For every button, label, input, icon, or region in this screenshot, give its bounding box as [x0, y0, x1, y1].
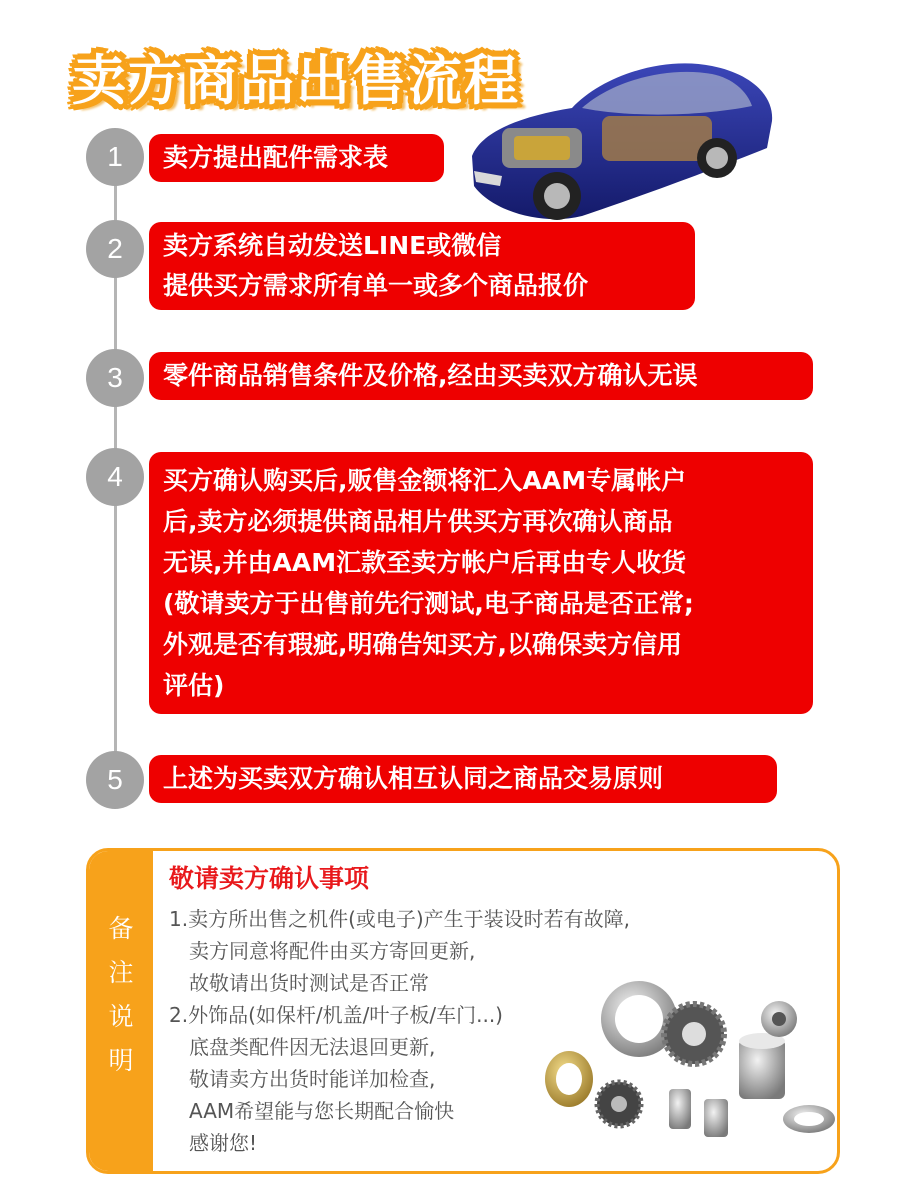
step-4-line-1: 买方确认购买后,贩售金额将汇入AAM专属帐户: [163, 466, 687, 495]
step-4-line-4: (敬请卖方于出售前先行测试,电子商品是否正常;: [163, 589, 694, 618]
notes-panel: [86, 848, 840, 1174]
notes-line: 2.外饰品(如保杆/机盖/叶子板/车门...): [169, 1003, 503, 1027]
step-2-box: [149, 222, 695, 310]
notes-line: 故敬请出货时测试是否正常: [189, 971, 429, 995]
notes-side-label: [89, 907, 153, 1083]
step-number-2: 2: [86, 220, 144, 278]
car-cutaway-illustration: [462, 36, 782, 226]
notes-side-char: 备: [108, 914, 134, 943]
step-1-line-1: 卖方提出配件需求表: [163, 143, 389, 172]
notes-side-char: 明: [108, 1046, 134, 1075]
step-number-3: 3: [86, 349, 144, 407]
step-number-1: 1: [86, 128, 144, 186]
step-2-line-2: 提供买方需求所有单一或多个商品报价: [163, 271, 589, 300]
notes-line: 底盘类配件因无法退回更新,: [189, 1035, 436, 1059]
step-1-box: [149, 134, 444, 182]
step-4-line-5: 外观是否有瑕疵,明确告知买方,以确保卖方信用: [163, 630, 682, 659]
notes-line: 卖方同意将配件由买方寄回更新,: [189, 939, 476, 963]
step-5-box: [149, 755, 777, 803]
notes-line: 感谢您!: [189, 1131, 258, 1155]
step-number-4: 4: [86, 448, 144, 506]
page-title: 卖方商品出售流程: [72, 49, 520, 112]
notes-line: 1.卖方所出售之机件(或电子)产生于装设时若有故障,: [169, 907, 631, 931]
step-5-line-1: 上述为买卖双方确认相互认同之商品交易原则: [163, 764, 664, 793]
step-3-line-1: 零件商品销售条件及价格,经由买卖双方确认无误: [163, 361, 698, 390]
step-4-line-6: 评估): [163, 671, 225, 700]
notes-title: 敬请卖方确认事项: [169, 864, 370, 893]
step-number-5: 5: [86, 751, 144, 809]
notes-side-bar: [89, 851, 153, 1171]
step-4-box: [149, 452, 813, 714]
notes-side-char: 注: [108, 958, 134, 987]
notes-line: 敬请卖方出货时能详加检查,: [189, 1067, 436, 1091]
notes-line: AAM希望能与您长期配合愉快: [189, 1099, 455, 1123]
step-2-line-1: 卖方系统自动发送LINE或微信: [163, 231, 502, 260]
step-3-box: [149, 352, 813, 400]
step-4-line-3: 无误,并由AAM汇款至卖方帐户后再由专人收货: [163, 548, 687, 577]
mechanical-parts-illustration: [539, 979, 839, 1149]
step-4-line-2: 后,卖方必须提供商品相片供买方再次确认商品: [163, 507, 673, 536]
notes-side-char: 说: [108, 1002, 134, 1031]
